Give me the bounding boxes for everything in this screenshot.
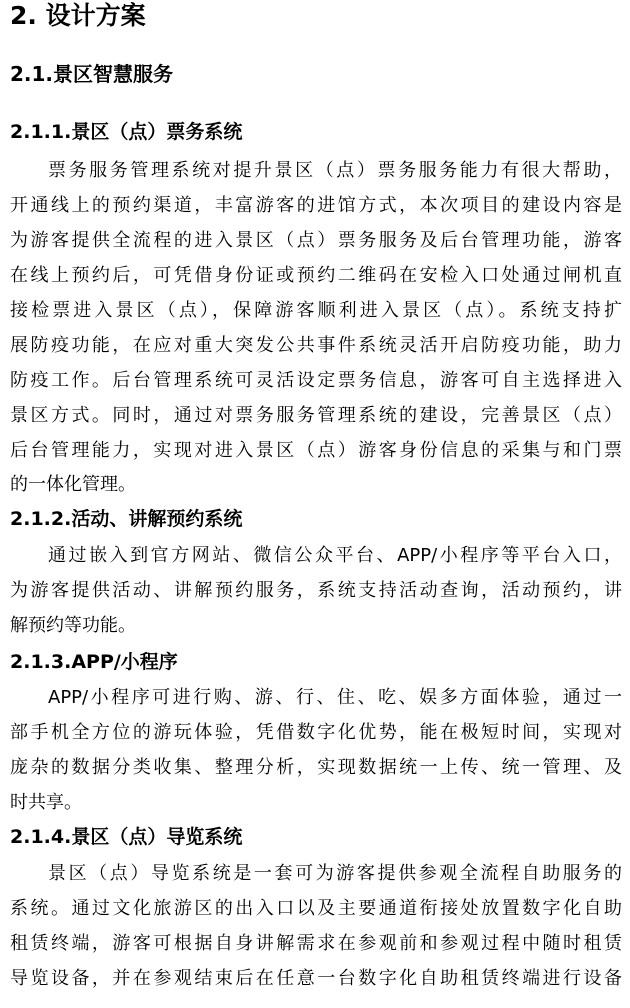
paragraph-line: 景区方式。同时，通过对票务服务管理系统的建设，完善景区（点） xyxy=(10,405,622,426)
paragraph-line: 后台管理能力，实现对进入景区（点）游客身份信息的采集与和门票 xyxy=(10,440,622,461)
paragraph-line: 在线上预约后，可凭借身份证或预约二维码在安检入口处通过闸机直 xyxy=(10,265,622,286)
paragraph-line: 通过嵌入到官方网站、微信公众平台、APP/小程序等平台入口， xyxy=(48,545,622,566)
paragraph-line: 时共享。 xyxy=(10,792,82,813)
paragraph-line: 系统。通过文化旅游区的出入口以及主要通道衔接处放置数字化自助 xyxy=(10,898,622,919)
heading-booking-system: 2.1.2.活动、讲解预约系统 xyxy=(10,508,243,530)
paragraph-line: 票务服务管理系统对提升景区（点）票务服务能力有很大帮助， xyxy=(48,160,622,181)
heading-ticketing-system: 2.1.1.景区（点）票务系统 xyxy=(10,121,243,143)
subsection-title: 2.1.景区智慧服务 xyxy=(10,62,174,86)
paragraph-line: 租赁终端，游客可根据自身讲解需求在参观前和参观过程中随时租赁 xyxy=(10,933,622,954)
section-title: 2. 设计方案 xyxy=(10,1,146,30)
paragraph-line: 解预约等功能。 xyxy=(10,615,136,636)
paragraph-line: 防疫工作。后台管理系统可灵活设定票务信息，游客可自主选择进入 xyxy=(10,370,622,391)
paragraph-line: 为游客提供活动、讲解预约服务，系统支持活动查询，活动预约，讲 xyxy=(10,580,622,601)
paragraph-line: 展防疫功能，在应对重大突发公共事件系统灵活开启防疫功能，助力 xyxy=(10,335,622,356)
paragraph-line: 为游客提供全流程的进入景区（点）票务服务及后台管理功能，游客 xyxy=(10,230,622,251)
paragraph-line: 接检票进入景区（点），保障游客顺利进入景区（点）。系统支持扩 xyxy=(10,300,622,321)
paragraph-line: 的一体化管理。 xyxy=(10,474,136,495)
heading-guide-system: 2.1.4.景区（点）导览系统 xyxy=(10,826,243,848)
paragraph-line: 开通线上的预约渠道，丰富游客的进馆方式，本次项目的建设内容是 xyxy=(10,195,622,216)
paragraph-line: 景区（点）导览系统是一套可为游客提供参观全流程自助服务的 xyxy=(48,863,622,884)
paragraph-line: 庞杂的数据分类收集、整理分析，实现数据统一上传、统一管理、及 xyxy=(10,757,622,778)
paragraph-line: APP/小程序可进行购、游、行、住、吃、娱多方面体验，通过一 xyxy=(48,687,622,708)
paragraph-line: 部手机全方位的游玩体验，凭借数字化优势，能在极短时间，实现对 xyxy=(10,722,622,743)
paragraph-line: 导览设备，并在参观结束后在任意一台数字化自助租赁终端进行设备 xyxy=(10,968,622,989)
heading-app-miniprogram: 2.1.3.APP/小程序 xyxy=(10,651,178,673)
